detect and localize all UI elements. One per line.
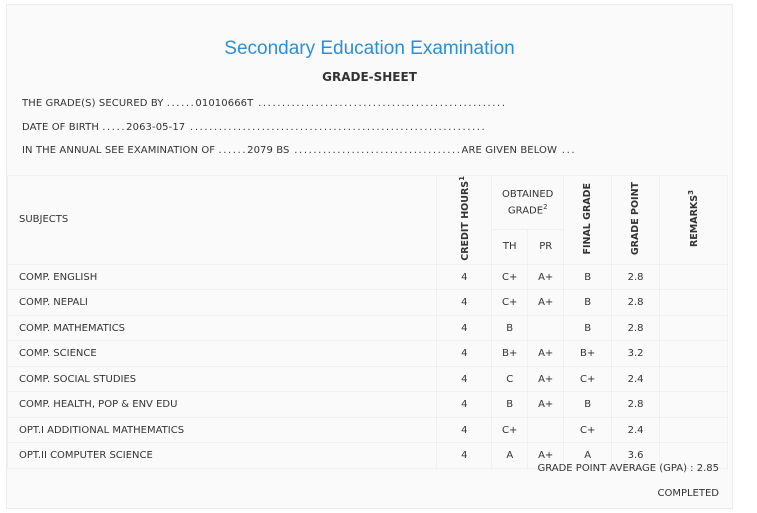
th-cell: C+ [492, 417, 528, 443]
dots: ................................... [289, 145, 462, 156]
table-row [8, 366, 728, 392]
header-pr: PR [528, 229, 564, 264]
pr-cell [528, 417, 564, 443]
dots: .................................................... [253, 98, 507, 109]
info-line-exam [22, 145, 576, 156]
header-remarks: REMARKS$^3$ [660, 176, 728, 265]
subject-cell: COMP. NEPALI [8, 290, 437, 316]
info-line-secured [22, 98, 507, 109]
pr-cell: A+ [528, 290, 564, 316]
header-th: TH [492, 229, 528, 264]
gpa-summary: GRADE POINT AVERAGE (GPA) : 2.85 [537, 463, 719, 474]
secured-value: 01010666T [195, 98, 254, 109]
th-cell: C+ [492, 290, 528, 316]
credit-cell: 4 [437, 315, 492, 341]
table-row [8, 290, 728, 316]
header-obtained-grade: OBTAINED GRADE$^2$ [492, 176, 564, 230]
dots: ..... [102, 122, 127, 133]
remarks-cell [660, 290, 728, 316]
header-subjects: SUBJECTS [8, 176, 437, 265]
final-cell: C+ [564, 417, 612, 443]
subject-cell: COMP. SCIENCE [8, 341, 437, 367]
final-cell: B [564, 264, 612, 290]
subject-cell: OPT.II COMPUTER SCIENCE [8, 443, 437, 469]
table-row [8, 315, 728, 341]
credit-cell: 4 [437, 443, 492, 469]
final-cell: B [564, 392, 612, 418]
final-cell: C+ [564, 366, 612, 392]
point-cell: 2.8 [612, 290, 660, 316]
point-cell: 2.8 [612, 315, 660, 341]
dots: ...... [218, 145, 248, 156]
pr-cell: A+ [528, 443, 564, 469]
grades-table [7, 175, 728, 469]
pr-cell: A+ [528, 392, 564, 418]
point-cell: 2.8 [612, 264, 660, 290]
credit-cell: 4 [437, 392, 492, 418]
remarks-cell [660, 264, 728, 290]
credit-cell: 4 [437, 417, 492, 443]
exam-value: 2079 BS [247, 145, 290, 156]
th-cell: B [492, 392, 528, 418]
pr-cell: A+ [528, 264, 564, 290]
grade-sheet [6, 4, 733, 509]
point-cell: 3.2 [612, 341, 660, 367]
header-credit-hours: CREDIT HOURS$^1$ [437, 176, 492, 265]
pr-cell [528, 315, 564, 341]
subject-cell: COMP. SOCIAL STUDIES [8, 366, 437, 392]
th-cell: B+ [492, 341, 528, 367]
table-row [8, 341, 728, 367]
subject-cell: COMP. MATHEMATICS [8, 315, 437, 341]
subject-cell: OPT.I ADDITIONAL MATHEMATICS [8, 417, 437, 443]
point-cell: 2.8 [612, 392, 660, 418]
status-text: COMPLETED [657, 488, 719, 499]
remarks-cell [660, 392, 728, 418]
final-cell: B [564, 290, 612, 316]
remarks-cell [660, 366, 728, 392]
credit-cell: 4 [437, 264, 492, 290]
pr-cell: A+ [528, 341, 564, 367]
credit-cell: 4 [437, 366, 492, 392]
exam-label: IN THE ANNUAL SEE EXAMINATION OF [22, 145, 216, 156]
dots: .............................................................. [185, 122, 487, 133]
dots: ... [557, 145, 577, 156]
final-cell: B [564, 315, 612, 341]
header-grade-point: GRADE POINT [612, 176, 660, 265]
th-cell: A [492, 443, 528, 469]
subject-cell: COMP. HEALTH, POP & ENV EDU [8, 392, 437, 418]
dob-label: DATE OF BIRTH [22, 122, 99, 133]
info-line-dob [22, 122, 486, 133]
table-row [8, 264, 728, 290]
secured-label: THE GRADE(S) SECURED BY [22, 98, 164, 109]
point-cell: 2.4 [612, 417, 660, 443]
table-row [8, 392, 728, 418]
th-cell: C+ [492, 264, 528, 290]
remarks-cell [660, 341, 728, 367]
pr-cell: A+ [528, 366, 564, 392]
header-final-grade: FINAL GRADE [564, 176, 612, 265]
remarks-cell [660, 417, 728, 443]
page-subtitle: GRADE-SHEET [322, 70, 417, 84]
table-row [8, 417, 728, 443]
point-cell: 3.6 [612, 443, 660, 469]
final-cell: B+ [564, 341, 612, 367]
dob-value: 2063-05-17 [126, 122, 186, 133]
th-cell: B [492, 315, 528, 341]
point-cell: 2.4 [612, 366, 660, 392]
dots: ...... [166, 98, 196, 109]
remarks-cell [660, 315, 728, 341]
final-cell: A [564, 443, 612, 469]
credit-cell: 4 [437, 341, 492, 367]
th-cell: C [492, 366, 528, 392]
page-title: Secondary Education Examination [224, 38, 515, 59]
subject-cell: COMP. ENGLISH [8, 264, 437, 290]
credit-cell: 4 [437, 290, 492, 316]
exam-suffix: ARE GIVEN BELOW [461, 145, 558, 156]
